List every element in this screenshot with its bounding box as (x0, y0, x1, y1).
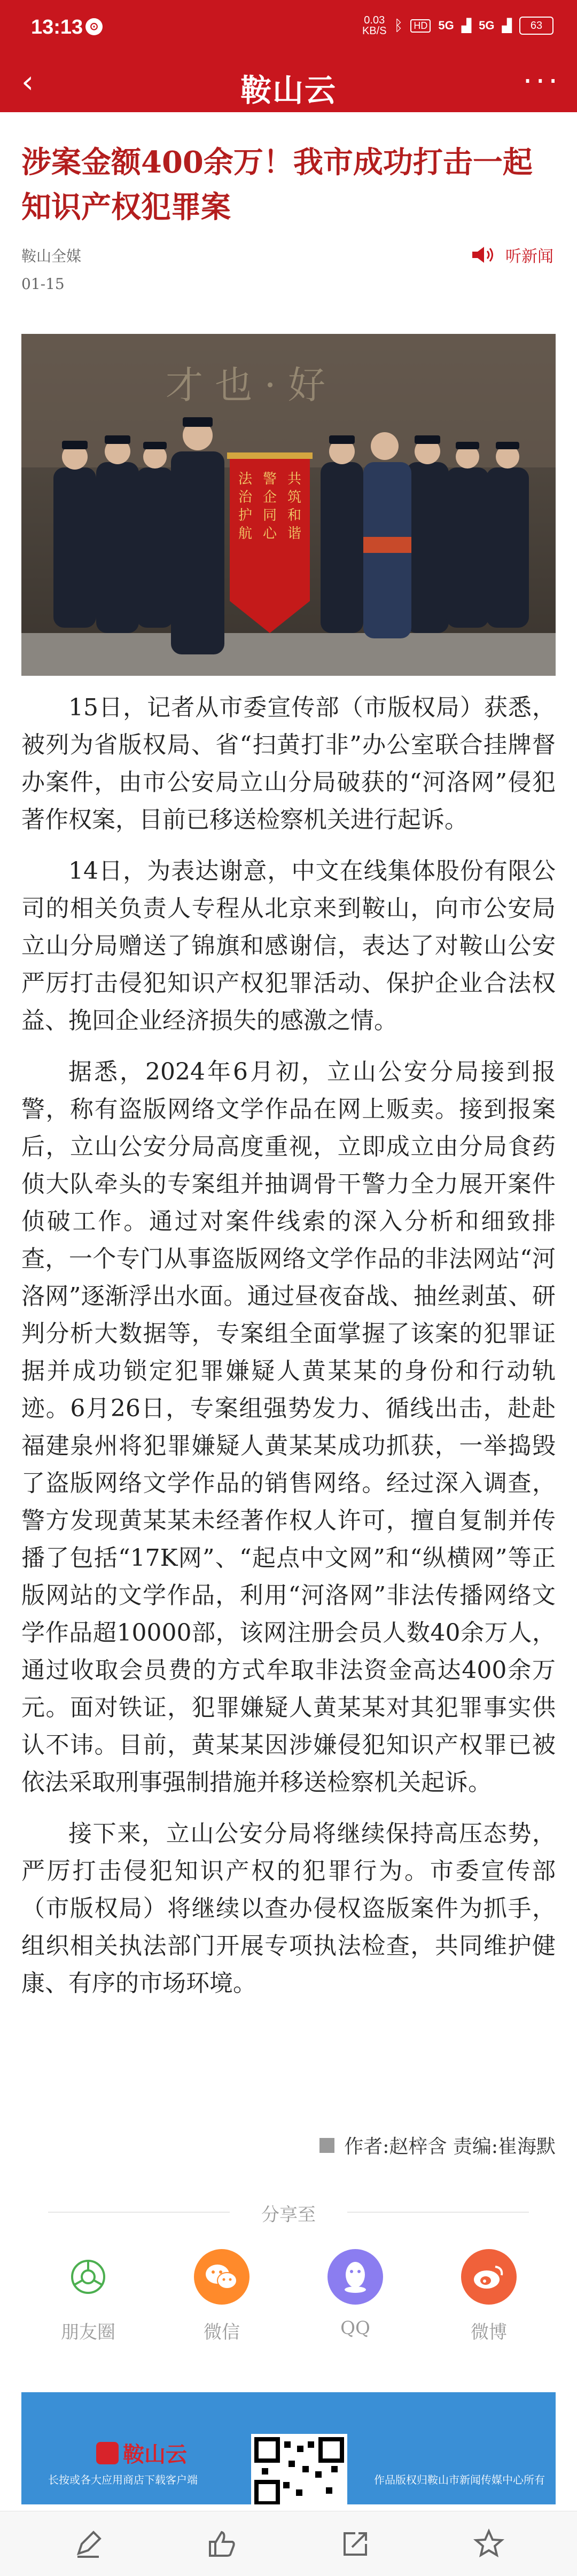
share-weibo-label: 微博 (471, 2322, 507, 2343)
share-heading: 分享至 (261, 2204, 316, 2226)
network-speed (362, 15, 387, 36)
paragraph-3: 据悉，2024年6月初，立山公安分局接到报警，称有盗版网络文学作品在网上贩卖。接到报案后，立山公安分局高度重视，立即成立由分局食药侦大队牵头的专案组并抽调骨干警力全力展开案件侦破工作。通过对案件线索的深入分析和细致排查，一个专门从事盗版网络文学作品的非法网站“河洛网”逐渐浮出水面。通过昼夜奋战、抽丝剥茧、研判分析大数据等，专案组全面掌握了该案的犯罪证据并成功锁定犯罪嫌疑人黄某某的身份和行动轨迹。6月26日，专案组强势发力、循线出击，赴赴福建泉州将犯罪嫌疑人黄某某成功抓获，一举捣毁了盗版网络文学作品的销售网络。经过深入调查，警方发现黄某某未经著作权人许可，擅自复制并传播了包括“17K网”、“起点中文网”和“纵横网”等正版网站的文学作品，利用“河洛网”非法传播网络文学作品超10000部，该网注册会员人数40余万人，通过收取会员费的方式牟取非法资金高达400余万元。面对铁证，犯罪嫌疑人黄某某对其犯罪事实供认不讳。目前，黄某某因涉嫌侵犯知识产权罪已被依法采取刑事强制措施并移送检察机关起诉。 (21, 1058, 556, 1796)
share-wechat-button[interactable] (174, 2249, 270, 2344)
banner-logo-text: 鞍山云 (123, 2442, 187, 2467)
svg-text:谐: 谐 (287, 526, 302, 542)
more-menu-icon[interactable]: ··· (523, 64, 561, 99)
article-source: 鞍山全媒 (21, 247, 82, 265)
speed-unit: KB/S (362, 25, 387, 37)
share-weibo-button[interactable] (441, 2249, 537, 2344)
banner-download-text: 长按或各大应用商店下载客户端 (48, 2473, 198, 2486)
author-text: 作者:赵梓含 责编:崔海默 (344, 2136, 556, 2158)
share-icon (339, 2528, 371, 2560)
status-time: 13:13 (31, 16, 83, 38)
share-button[interactable] (334, 2523, 377, 2565)
paragraph-2: 14日，为表达谢意，中文在线集体股份有限公司的相关负责人专程从北京来到鞍山，向市公安局立山分局赠送了锦旗和感谢信，表达了对鞍山公安严厉打击侵犯知识产权犯罪活动、保护企业合法权益、挽回企业经济损失的感激之情。 (21, 857, 556, 1034)
signal-icon-1: ▟ (461, 18, 472, 33)
favorite-icon (473, 2528, 505, 2560)
author-line (319, 2132, 556, 2159)
article-title: 涉案金额400余万！我市成功打击一起知识产权犯罪案 (21, 145, 533, 225)
weibo-icon (461, 2249, 517, 2305)
like-icon (206, 2528, 238, 2560)
listen-label: 听新闻 (505, 247, 553, 266)
svg-text:法: 法 (238, 471, 253, 487)
speaker-icon (470, 246, 497, 264)
network-type-2: 5G (479, 19, 495, 32)
app-title: 鞍山云 (240, 72, 337, 108)
bottom-action-bar (0, 2511, 577, 2576)
qq-icon (328, 2249, 383, 2305)
share-qq-button[interactable] (307, 2249, 403, 2344)
speed-value: 0.03 (364, 14, 385, 26)
share-moments-label: 朋友圈 (61, 2322, 115, 2343)
banner-logo (96, 2438, 187, 2468)
svg-text:同: 同 (263, 508, 277, 524)
banner-copyright-text: 作品版权归鞍山市新闻传媒中心所有 (374, 2473, 545, 2486)
comment-icon (72, 2528, 104, 2560)
svg-text:才 也 · 好: 才 也 · 好 (166, 363, 326, 407)
status-indicators (362, 15, 553, 36)
svg-text:共: 共 (287, 471, 302, 487)
favorite-button[interactable] (467, 2523, 510, 2565)
svg-text:和: 和 (287, 508, 302, 524)
listen-news-button[interactable] (470, 243, 553, 267)
qr-code-icon (251, 2434, 347, 2504)
battery-indicator: 63 (519, 17, 553, 35)
paragraph-1: 15日，记者从市委宣传部（市版权局）获悉，被列为省版权局、省“扫黄打非”办公室联合挂牌督办案件，由市公安局立山分局破获的“河洛网”侵犯著作权案，目前已移送检察机关进行起诉。 (21, 694, 556, 833)
article-body (21, 689, 556, 2016)
network-type-1: 5G (438, 19, 454, 32)
share-wechat-label: 微信 (204, 2322, 240, 2343)
status-bar (0, 0, 577, 53)
share-qq-label: QQ (340, 2317, 370, 2339)
svg-text:治: 治 (238, 489, 253, 505)
wechat-icon (194, 2249, 249, 2305)
svg-text:心: 心 (263, 526, 277, 542)
svg-text:护: 护 (238, 508, 253, 524)
notification-icon: ⊙ (85, 18, 103, 35)
bluetooth-icon: ᛒ (394, 17, 403, 34)
comment-button[interactable] (67, 2523, 110, 2565)
paragraph-4: 接下来，立山公安分局将继续保持高压态势，严厉打击侵犯知识产权的犯罪行为。市委宣传部（市版权局）将继续以查办侵权盗版案件为抓手，组织相关执法部门开展专项执法检查，共同维护健康、有序的市场环境。 (21, 1820, 556, 1997)
author-marker-icon (319, 2138, 334, 2153)
signal-icon-2: ▟ (502, 18, 512, 33)
moments-icon (60, 2249, 116, 2305)
svg-text:企: 企 (263, 489, 277, 505)
svg-text:筑: 筑 (287, 489, 302, 505)
svg-text:航: 航 (238, 526, 253, 542)
article-photo (21, 334, 556, 676)
app-promo-banner[interactable] (21, 2392, 556, 2504)
hd-icon: HD (410, 19, 431, 33)
like-button[interactable] (200, 2523, 243, 2565)
back-button[interactable]: ‹ (21, 64, 34, 100)
article-date: 01-15 (21, 275, 65, 293)
top-nav-bar (0, 53, 577, 112)
share-options (0, 2249, 577, 2344)
svg-text:警: 警 (263, 471, 277, 487)
share-moments-button[interactable] (40, 2249, 136, 2344)
banner-logo-icon (96, 2442, 119, 2464)
